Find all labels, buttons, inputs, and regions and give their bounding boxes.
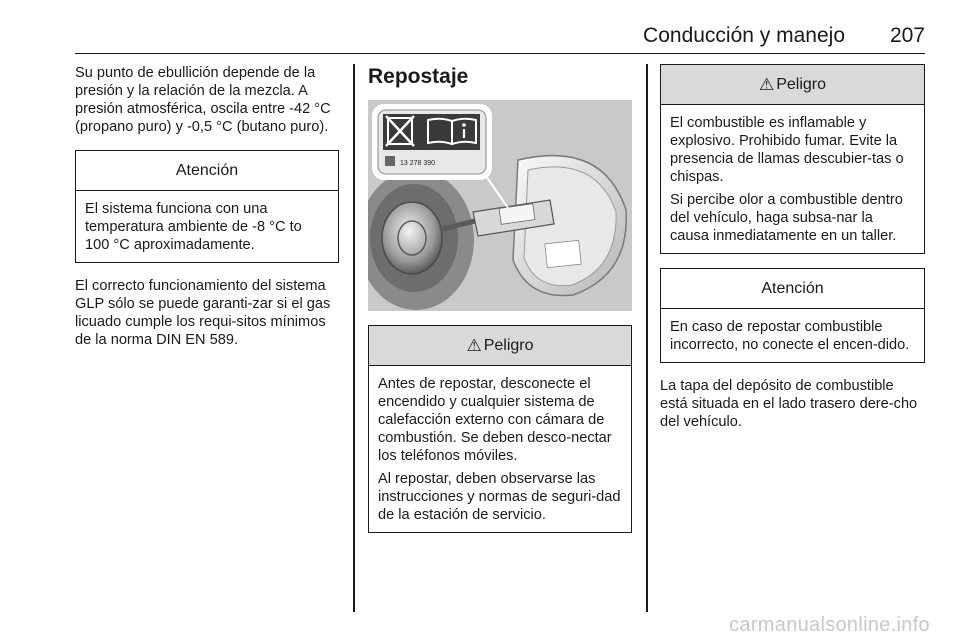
warning-triangle-icon: ⚠: [758, 74, 775, 94]
danger-title: Peligro: [483, 336, 534, 354]
danger-header: [369, 326, 631, 366]
fuel-filler-illustration: [368, 100, 632, 311]
column-divider-left: [353, 64, 355, 612]
header-title: Conducción y manejo: [643, 24, 845, 47]
danger-text-1: Antes de repostar, desconecte el encendido y cualquier sistema de calefacción externo con cámara de combustión. Se deben desco‑nectar los teléfonos móviles.: [378, 376, 612, 464]
danger-title: Peligro: [776, 75, 827, 93]
notice-box-temperature: [75, 150, 339, 263]
notice-title: Atención: [76, 151, 338, 191]
warning-triangle-icon: ⚠: [466, 335, 482, 355]
notice-text: El sistema funciona con una temperatura ambiente de -8 °C to 100 °C aproximadamente.: [85, 201, 302, 253]
section-title-refueling: Repostaje: [368, 65, 469, 88]
danger-text-2: Al repostar, deben observarse las instrucciones y normas de seguri‑dad de la estación de servicio.: [378, 471, 621, 523]
column-divider-right: [646, 64, 648, 612]
page-number: 207: [889, 24, 925, 47]
boiling-point-paragraph: Su punto de ebullición depende de la presión y la relación de la mezcla. A presión atmosférica, oscila entre -42 °C (propano puro) y -0,5 °C (butano puro).: [75, 65, 331, 135]
danger-box-flammable: [660, 64, 925, 254]
notice-text: En caso de repostar combustible incorrecto, no conecte el encen‑dido.: [670, 319, 910, 353]
column-2: [368, 64, 632, 533]
notice-title: Atención: [661, 269, 924, 309]
danger-box-before-refuel: [368, 325, 632, 533]
column-3: [660, 64, 925, 431]
danger-text-2: Si percibe olor a combustible dentro del vehículo, haga subsa‑nar la causa inmediatamente en un taller.: [670, 192, 903, 244]
page-header: [75, 22, 925, 54]
watermark: carmanualsonline.info: [729, 614, 930, 636]
lpg-operation-paragraph: El correcto funcionamiento del sistema GLP sólo se puede garanti‑zar si el gas licuado cumple los requi‑sitos mínimos de la norma DIN EN 589.: [75, 278, 331, 348]
figure-label-code: 13 278 390: [400, 160, 436, 167]
column-1: [75, 64, 339, 349]
notice-box-wrong-fuel: [660, 268, 925, 363]
danger-text-1: El combustible es inflamable y explosivo. Prohibido fumar. Evite la presencia de llamas descubier‑tas o chispas.: [670, 115, 904, 185]
fuel-flap-location-paragraph: La tapa del depósito de combustible está situada en el lado trasero dere‑cho del vehículo.: [660, 378, 918, 430]
danger-header: [661, 65, 924, 105]
